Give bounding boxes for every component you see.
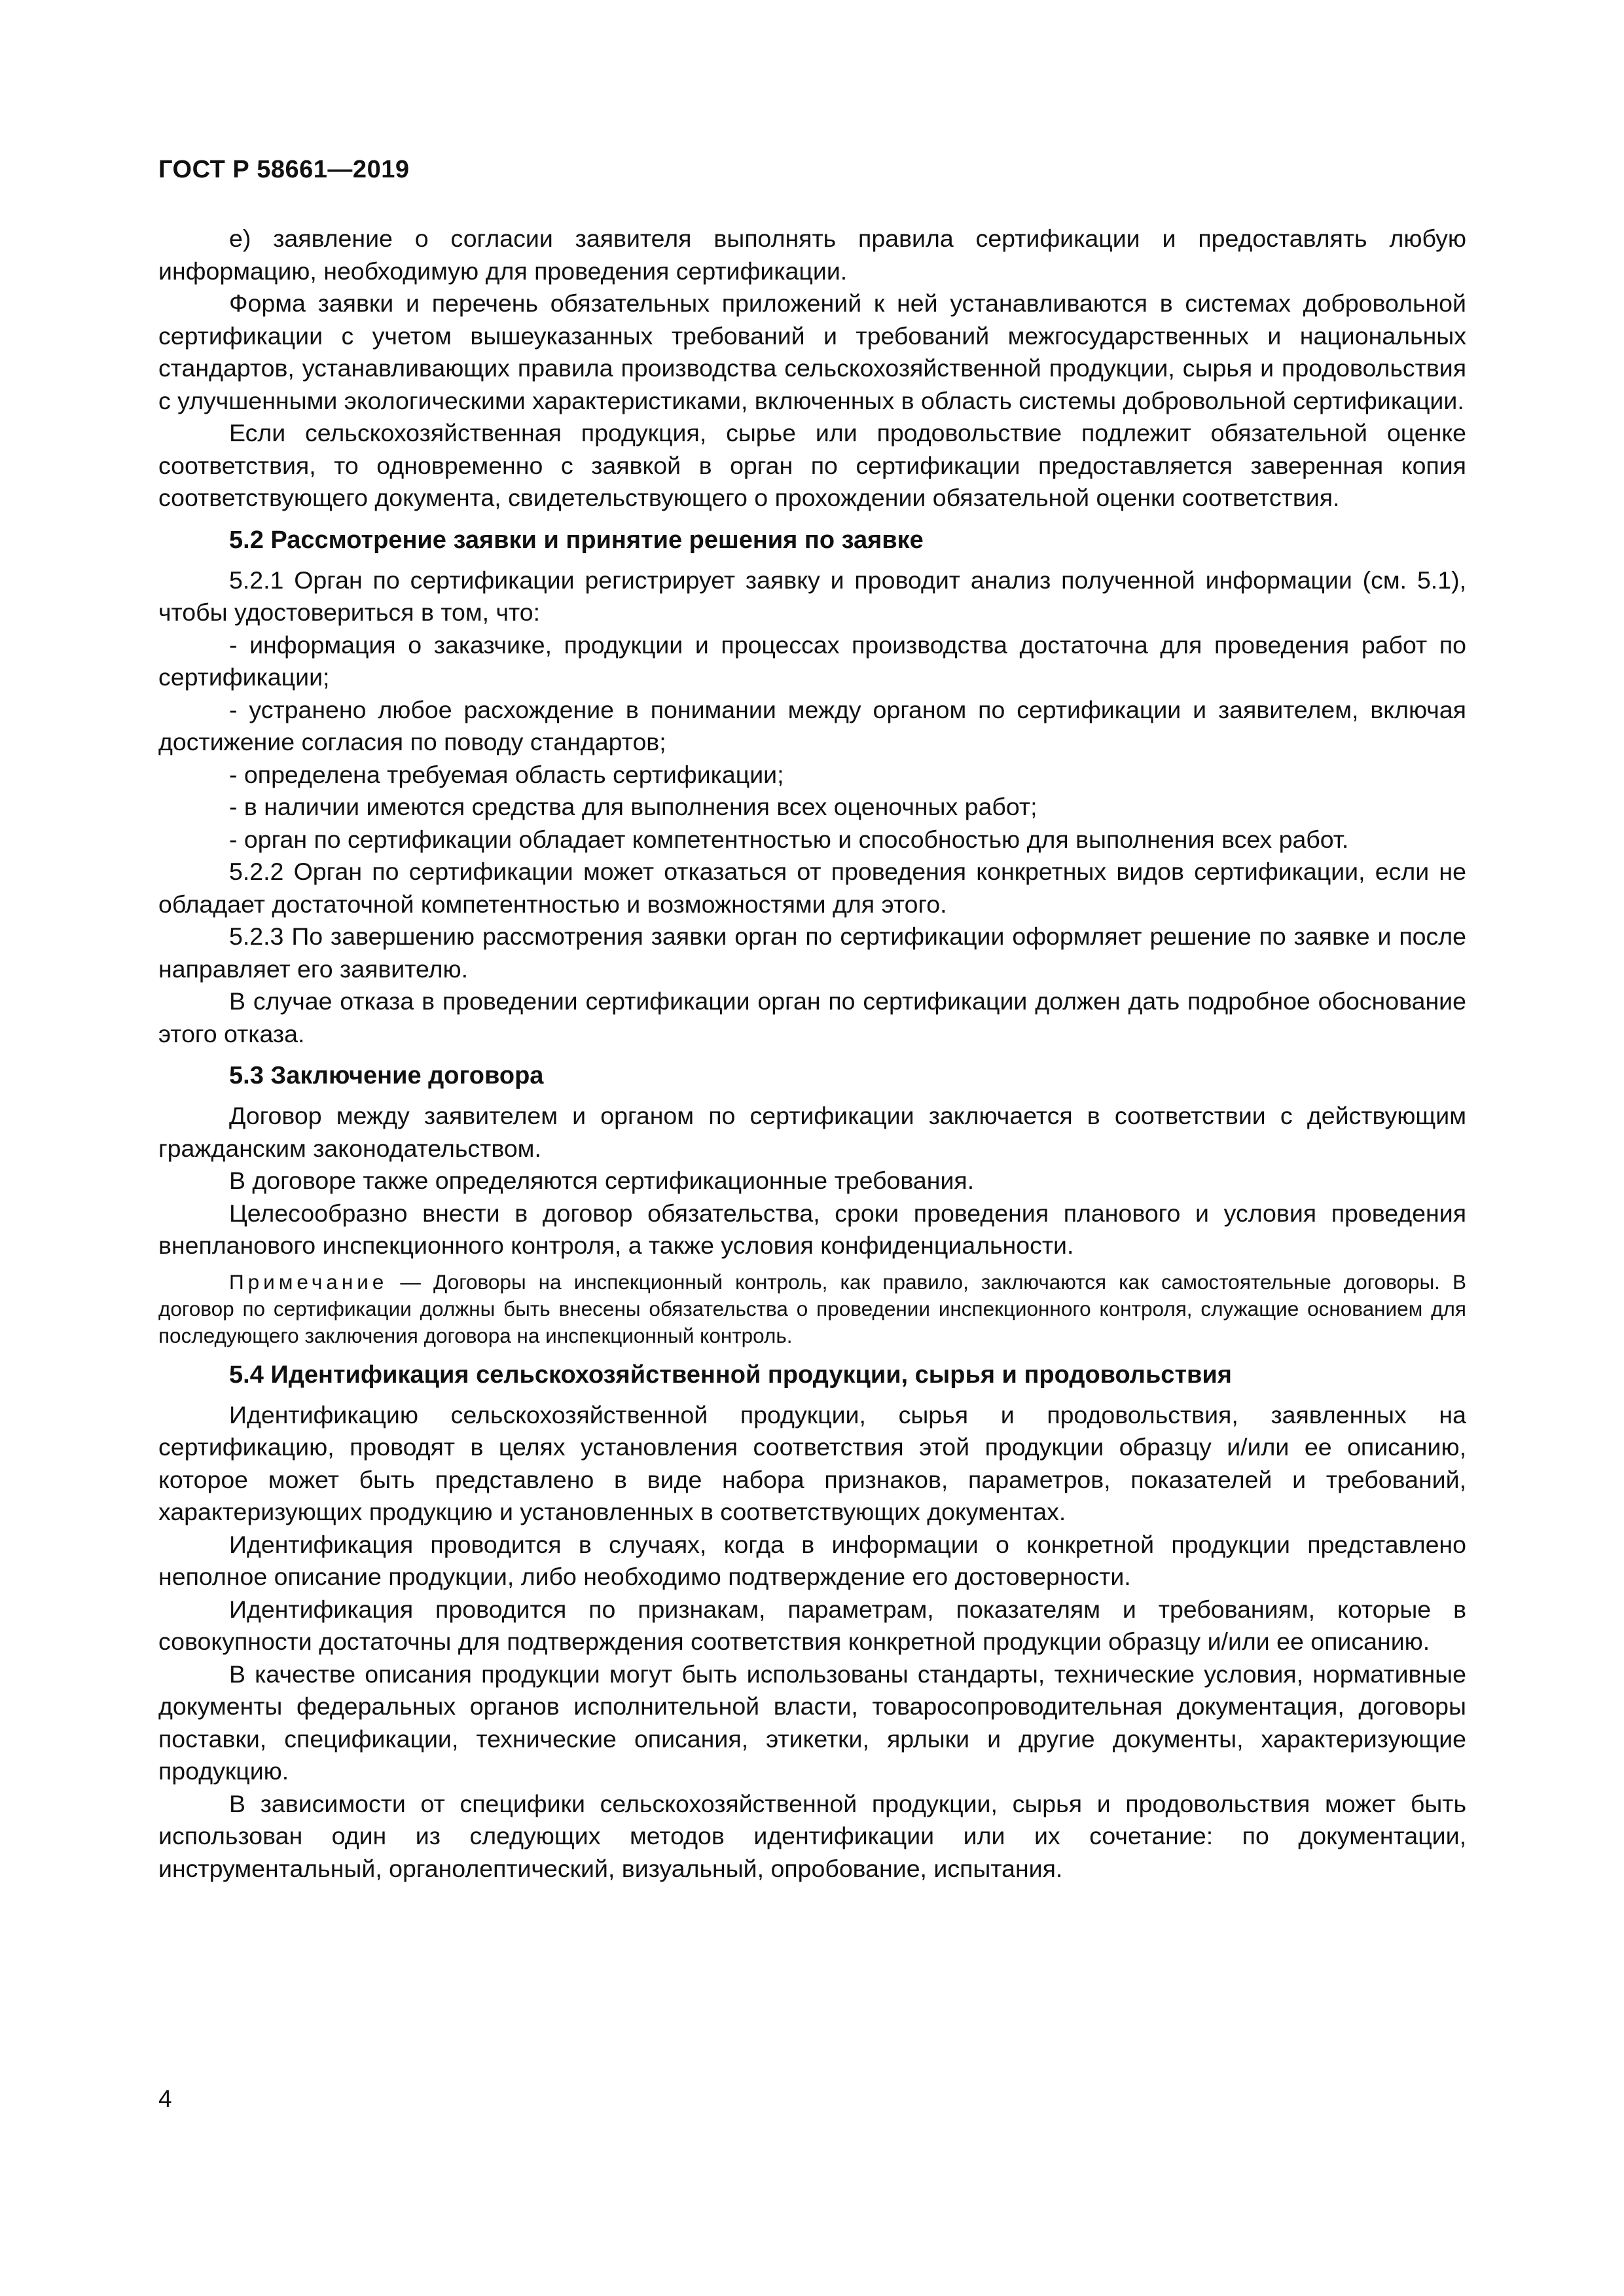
list-item: - устранено любое расхождение в понимании между органом по сертификации и заявителем, включая достижение согласия по поводу стандартов;: [158, 695, 1466, 756]
document-header: ГОСТ Р 58661—2019: [158, 156, 410, 183]
paragraph: Идентификация проводится по признакам, параметрам, показателям и требованиям, которые в совокупности достаточны для подтверждения соответствия конкретной продукции образцу и/или ее описанию.: [158, 1595, 1466, 1655]
paragraph: 5.2.3 По завершению рассмотрения заявки орган по сертификации оформляет решение по заявке и после направляет его заявителю.: [158, 922, 1466, 983]
document-body: [158, 223, 1466, 1885]
paragraph: Форма заявки и перечень обязательных приложений к ней устанавливаются в системах добровольной сертификации с учетом вышеуказанных требований и требований межгосударственных и национальных стандартов, устанавливающих правила производства сельскохозяйственной продукции, сырья и продовольствия с улучшенными экологическими характеристиками, включенных в область системы добровольной сертификации.: [158, 289, 1466, 414]
note: [158, 1269, 1466, 1349]
section-heading-5-4: 5.4 Идентификация сельскохозяйственной продукции, сырья и продовольствия: [229, 1360, 1232, 1389]
list-item: - орган по сертификации обладает компетентностью и способностью для выполнения всех работ.: [229, 825, 1349, 853]
section-heading-5-2: 5.2 Рассмотрение заявки и принятие решения по заявке: [229, 526, 924, 554]
list-item: - определена требуемая область сертификации;: [229, 760, 784, 788]
paragraph: Договор между заявителем и органом по сертификации заключается в соответствии с действующим гражданским законодательством.: [158, 1102, 1466, 1162]
paragraph: е) заявление о согласии заявителя выполнять правила сертификации и предоставлять любую информацию, необходимую для проведения сертификации.: [158, 225, 1466, 285]
paragraph: В договоре также определяются сертификационные требования.: [229, 1167, 975, 1194]
section-heading-5-3: 5.3 Заключение договора: [229, 1062, 544, 1089]
paragraph: В случае отказа в проведении сертификации орган по сертификации должен дать подробное обоснование этого отказа.: [158, 987, 1466, 1048]
paragraph: 5.2.2 Орган по сертификации может отказаться от проведения конкретных видов сертификации, если не обладает достаточной компетентностью и возможностями для этого.: [158, 858, 1466, 918]
note-text: — Договоры на инспекционный контроль, как правило, заключаются как самостоятельные договоры. В договор по сертификации должны быть внесены обязательства о проведении инспекционного контроля, служащие основанием для последующего заключения договора на инспекционный контроль.: [158, 1269, 1466, 1347]
paragraph: Если сельскохозяйственная продукция, сырье или продовольствие подлежит обязательной оценке соответствия, то одновременно с заявкой в орган по сертификации предоставляется заверенная копия соответствующего документа, свидетельствующего о прохождении обязательной оценки соответствия.: [158, 419, 1466, 511]
paragraph: Идентификация проводится в случаях, когда в информации о конкретной продукции представлено неполное описание продукции, либо необходимо подтверждение его достоверности.: [158, 1530, 1466, 1590]
paragraph: Идентификацию сельскохозяйственной продукции, сырья и продовольствия, заявленных на сертификацию, проводят в целях установления соответствия этой продукции образцу и/или ее описанию, которое может быть представлено в виде набора признаков, параметров, показателей и требований, характеризующих продукцию и установленных в соответствующих документах.: [158, 1400, 1466, 1525]
list-item: - в наличии имеются средства для выполнения всех оценочных работ;: [229, 793, 1038, 820]
list-item: - информация о заказчике, продукции и процессах производства достаточна для проведения работ по сертификации;: [158, 630, 1466, 691]
note-label: Примечание: [229, 1269, 388, 1294]
paragraph: В зависимости от специфики сельскохозяйственной продукции, сырья и продовольствия может быть использован один из следующих методов идентификации или их сочетание: по документации, инструментальный, органолептический, визуальный, опробование, испытания.: [158, 1789, 1466, 1882]
paragraph: Целесообразно внести в договор обязательства, сроки проведения планового и условия проведения внепланового инспекционного контроля, а также условия конфиденциальности.: [158, 1199, 1466, 1259]
paragraph: В качестве описания продукции могут быть использованы стандарты, технические условия, нормативные документы федеральных органов исполнительной власти, товаросопроводительная документация, договоры поставки, спецификации, технические описания, этикетки, ярлыки и другие документы, характеризующие продукцию.: [158, 1660, 1466, 1785]
paragraph: 5.2.1 Орган по сертификации регистрирует заявку и проводит анализ полученной информации (см. 5.1), чтобы удостовериться в том, что:: [158, 566, 1466, 626]
page-number: 4: [158, 2085, 172, 2112]
